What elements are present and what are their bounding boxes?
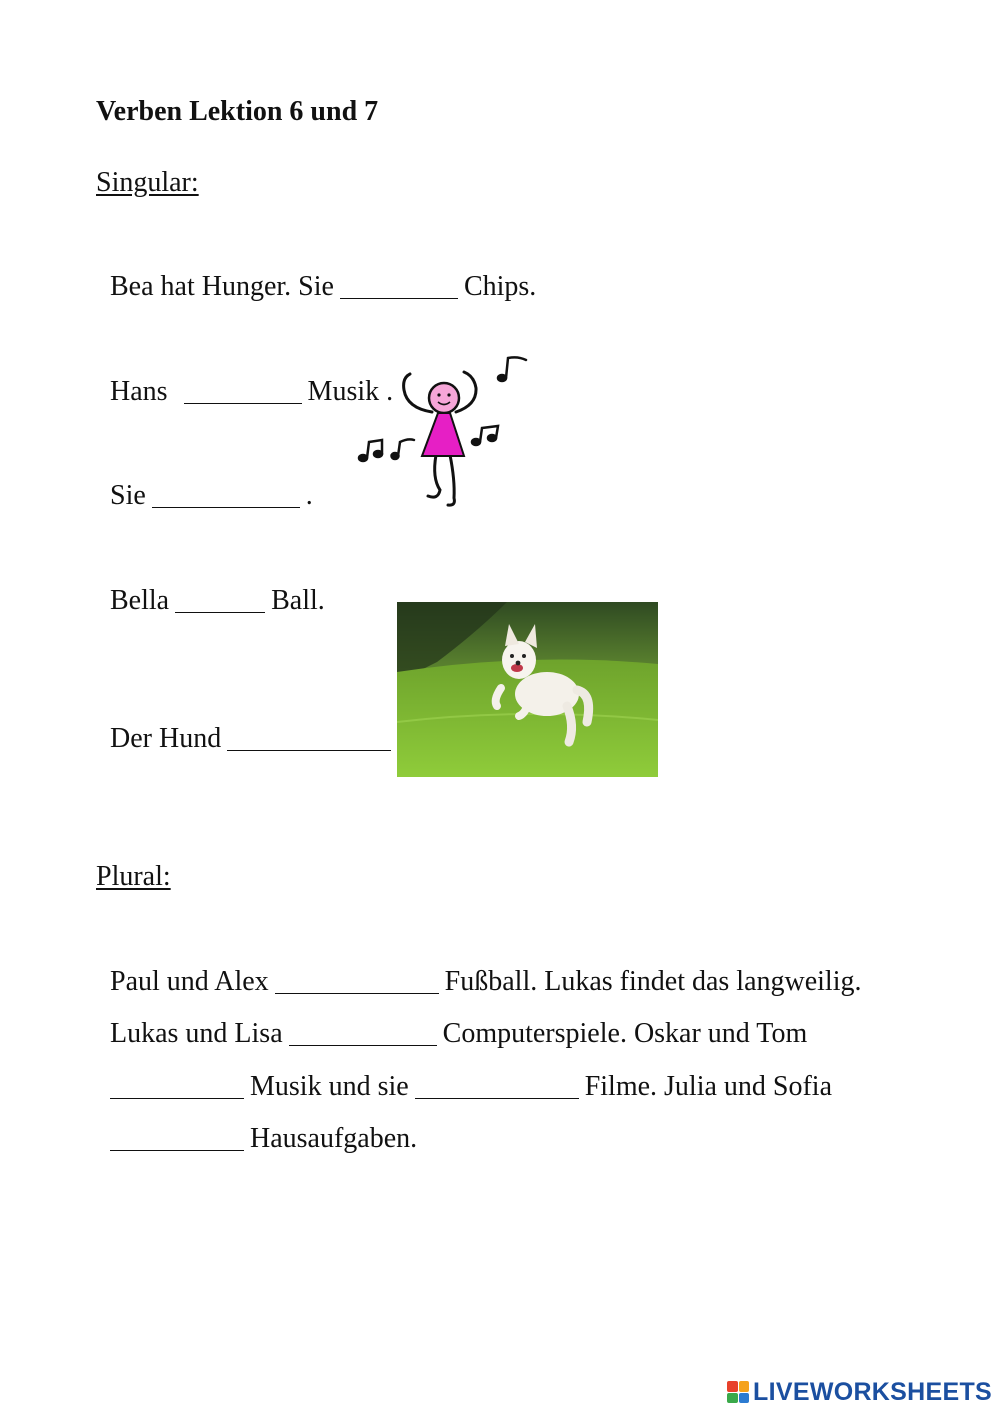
sentence-1 bbox=[96, 234, 536, 304]
plural-line-4 bbox=[96, 1086, 417, 1156]
plural-line-1-end: Fußball. Lukas findet das langweilig. bbox=[444, 966, 862, 997]
sentence-2-end: Musik . bbox=[307, 376, 394, 407]
plural-line-3-middle: Musik und sie bbox=[250, 1071, 409, 1102]
sentence-2-start: Hans bbox=[110, 376, 168, 407]
blank-5[interactable] bbox=[227, 724, 391, 751]
plural-line-3-end: Filme. Julia und Sofia bbox=[584, 1071, 833, 1102]
plural-line-4-end: Hausaufgaben. bbox=[250, 1123, 418, 1154]
girl-head bbox=[429, 383, 459, 413]
plural-heading: Plural: bbox=[96, 861, 171, 892]
blank-10[interactable] bbox=[110, 1124, 244, 1151]
liveworksheets-brand[interactable] bbox=[727, 1377, 992, 1407]
blank-1[interactable] bbox=[340, 272, 458, 299]
jumping-dog-photo bbox=[397, 602, 658, 777]
sentence-3-end: . bbox=[305, 480, 313, 511]
blank-3[interactable] bbox=[152, 481, 300, 508]
sentence-3-start: Sie bbox=[110, 480, 146, 511]
sentence-5 bbox=[96, 686, 397, 756]
plural-line-2-start: Lukas und Lisa bbox=[110, 1018, 283, 1049]
sentence-5-start: Der Hund bbox=[110, 723, 222, 754]
plural-line-2-end: Computerspiele. Oskar und Tom bbox=[442, 1018, 808, 1049]
sentence-4-start: Bella bbox=[110, 585, 170, 616]
sentence-3 bbox=[96, 443, 313, 513]
sentence-4-end: Ball. bbox=[271, 585, 325, 616]
dancing-girl-image bbox=[352, 350, 537, 515]
girl-dress bbox=[422, 413, 464, 456]
sentence-2 bbox=[96, 339, 393, 409]
blank-9[interactable] bbox=[415, 1072, 579, 1099]
brand-text: LIVEWORKSHEETS bbox=[753, 1377, 992, 1406]
blank-4[interactable] bbox=[175, 586, 265, 613]
sentence-1-start: Bea hat Hunger. Sie bbox=[110, 271, 334, 302]
singular-heading: Singular: bbox=[96, 167, 199, 198]
sentence-4 bbox=[96, 548, 325, 618]
blank-2[interactable] bbox=[184, 377, 302, 404]
sentence-1-end: Chips. bbox=[463, 271, 537, 302]
liveworksheets-logo-icon bbox=[727, 1381, 749, 1403]
plural-line-1-start: Paul und Alex bbox=[110, 966, 269, 997]
worksheet-title: Verben Lektion 6 und 7 bbox=[96, 96, 379, 127]
